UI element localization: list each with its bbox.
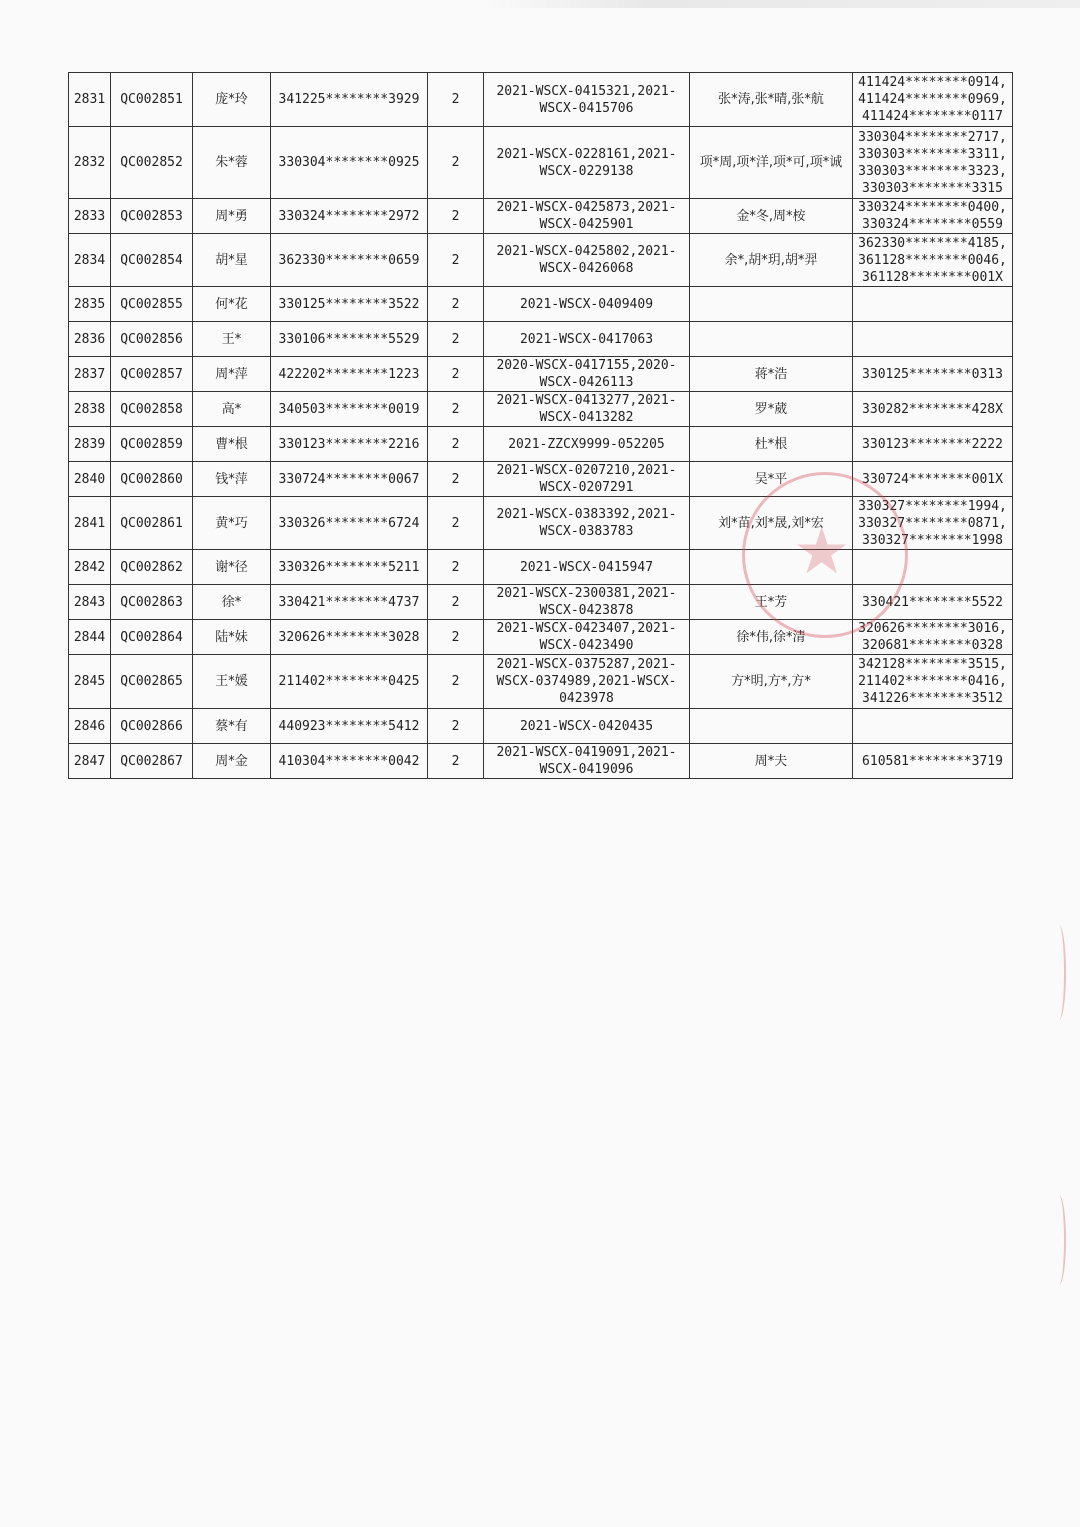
code-cell: QC002866 [111, 709, 193, 744]
count-cell: 2 [428, 462, 484, 497]
case-number-line: 2020-WSCX-0417155,2020- [496, 358, 677, 373]
case-number-line: 2021-WSCX-0383392,2021- [496, 507, 677, 522]
count-cell: 2 [428, 620, 484, 655]
name-cell: 周*萍 [193, 357, 271, 392]
code-cell: QC002864 [111, 620, 193, 655]
name-cell: 陆*妹 [193, 620, 271, 655]
relative-id-line: 320681********0328 [862, 638, 1003, 653]
table-row [69, 620, 1013, 655]
relative-id-line: 610581********3719 [862, 753, 1003, 769]
relatives-cell: 罗*葳 [690, 392, 853, 427]
case-number-line: 2021-WSCX-0423407,2021- [496, 621, 677, 636]
count-cell: 2 [428, 199, 484, 234]
case-number-line: WSCX-0423878 [539, 603, 634, 618]
relative-id-line: 330724********001X [862, 471, 1003, 487]
id-cell: 211402********0425 [271, 655, 428, 709]
seq-cell: 2834 [69, 234, 111, 287]
table-row [69, 550, 1013, 585]
relative-id-line: 330327********0871, [858, 515, 1007, 531]
relative-id-line: 330324********0400, [858, 200, 1007, 215]
relative-ids-cell [853, 357, 1013, 392]
case-numbers-cell [484, 744, 690, 779]
relative-ids-cell [853, 709, 1013, 744]
case-number-line: WSCX-0374989,2021-WSCX- [496, 674, 677, 689]
name-cell: 何*花 [193, 287, 271, 322]
case-numbers-cell [484, 655, 690, 709]
code-cell: QC002851 [111, 73, 193, 127]
id-cell: 330326********6724 [271, 497, 428, 550]
count-cell: 2 [428, 427, 484, 462]
relatives-cell [690, 322, 853, 357]
case-number-line: WSCX-0419096 [539, 762, 634, 777]
case-numbers-cell [484, 287, 690, 322]
seq-cell: 2839 [69, 427, 111, 462]
seq-cell: 2831 [69, 73, 111, 127]
relative-ids-cell [853, 392, 1013, 427]
code-cell: QC002863 [111, 585, 193, 620]
seal-edge-mark [1052, 925, 1066, 1020]
case-numbers-cell [484, 462, 690, 497]
seq-cell: 2847 [69, 744, 111, 779]
case-numbers-cell [484, 427, 690, 462]
relative-id-line: 330327********1994, [858, 498, 1007, 514]
relatives-cell [690, 709, 853, 744]
count-cell: 2 [428, 744, 484, 779]
count-cell: 2 [428, 357, 484, 392]
name-cell: 蔡*有 [193, 709, 271, 744]
table-row [69, 585, 1013, 620]
relatives-cell: 蒋*浩 [690, 357, 853, 392]
id-cell: 341225********3929 [271, 73, 428, 127]
name-cell: 曹*根 [193, 427, 271, 462]
case-number-line: 2021-WSCX-0425802,2021- [496, 244, 677, 259]
seq-cell: 2846 [69, 709, 111, 744]
name-cell: 高* [193, 392, 271, 427]
seal-edge-mark [1052, 1195, 1066, 1285]
relative-id-line: 330123********2222 [862, 436, 1003, 452]
count-cell: 2 [428, 287, 484, 322]
code-cell: QC002854 [111, 234, 193, 287]
seq-cell: 2833 [69, 199, 111, 234]
scan-edge [0, 0, 1080, 8]
case-numbers-cell [484, 550, 690, 585]
case-number-line: 2021-WSCX-0415947 [519, 559, 654, 575]
seq-cell: 2835 [69, 287, 111, 322]
relatives-cell: 刘*苗,刘*晟,刘*宏 [690, 497, 853, 550]
case-numbers-cell [484, 392, 690, 427]
case-numbers-cell [484, 127, 690, 199]
relative-id-line: 330304********2717, [858, 129, 1007, 145]
count-cell: 2 [428, 550, 484, 585]
count-cell: 2 [428, 709, 484, 744]
relatives-cell: 张*涛,张*晴,张*航 [690, 73, 853, 127]
case-number-line: WSCX-0426113 [539, 375, 634, 390]
relative-ids-cell [853, 199, 1013, 234]
case-numbers-cell [484, 73, 690, 127]
id-cell: 330125********3522 [271, 287, 428, 322]
name-cell: 徐* [193, 585, 271, 620]
relative-ids-cell [853, 744, 1013, 779]
case-numbers-cell [484, 199, 690, 234]
table-row [69, 199, 1013, 234]
code-cell: QC002862 [111, 550, 193, 585]
id-cell: 330724********0067 [271, 462, 428, 497]
relative-id-line: 411424********0969, [858, 92, 1007, 107]
relatives-cell: 杜*根 [690, 427, 853, 462]
case-numbers-cell [484, 497, 690, 550]
relative-id-line: 211402********0416, [858, 674, 1007, 689]
relative-ids-cell [853, 497, 1013, 550]
case-number-line: WSCX-0425901 [539, 217, 634, 232]
relatives-cell: 吴*平 [690, 462, 853, 497]
table-row [69, 73, 1013, 127]
case-number-line: 2021-WSCX-0413277,2021- [496, 393, 677, 408]
code-cell: QC002860 [111, 462, 193, 497]
case-number-line: 2021-WSCX-0409409 [519, 296, 654, 312]
name-cell: 庞*玲 [193, 73, 271, 127]
case-numbers-cell [484, 234, 690, 287]
relative-id-line: 330327********1998 [862, 532, 1003, 548]
seq-cell: 2844 [69, 620, 111, 655]
relative-id-line: 330303********3323, [858, 163, 1007, 179]
relative-ids-cell [853, 234, 1013, 287]
code-cell: QC002861 [111, 497, 193, 550]
code-cell: QC002865 [111, 655, 193, 709]
relative-ids-cell [853, 287, 1013, 322]
seq-cell: 2843 [69, 585, 111, 620]
id-cell: 340503********0019 [271, 392, 428, 427]
case-number-line: WSCX-0413282 [539, 410, 634, 425]
relatives-cell: 徐*伟,徐*清 [690, 620, 853, 655]
relative-ids-cell [853, 585, 1013, 620]
seq-cell: 2836 [69, 322, 111, 357]
name-cell: 黄*巧 [193, 497, 271, 550]
relatives-cell: 方*明,方*,方* [690, 655, 853, 709]
case-number-line: 2021-WSCX-0420435 [519, 718, 654, 734]
count-cell: 2 [428, 497, 484, 550]
relatives-cell [690, 287, 853, 322]
count-cell: 2 [428, 585, 484, 620]
id-cell: 362330********0659 [271, 234, 428, 287]
case-number-line: 2021-WSCX-0415321,2021- [496, 83, 677, 99]
name-cell: 谢*径 [193, 550, 271, 585]
relative-id-line: 330324********0559 [862, 217, 1003, 232]
seal-star-icon: ★ [793, 515, 851, 589]
case-number-line: WSCX-0383783 [539, 524, 634, 539]
seq-cell: 2838 [69, 392, 111, 427]
case-numbers-cell [484, 357, 690, 392]
relative-ids-cell [853, 322, 1013, 357]
case-number-line: 2021-WSCX-0207210,2021- [496, 463, 677, 478]
relative-ids-cell [853, 462, 1013, 497]
name-cell: 钱*萍 [193, 462, 271, 497]
id-cell: 440923********5412 [271, 709, 428, 744]
case-numbers-cell [484, 709, 690, 744]
relative-id-line: 341226********3512 [862, 691, 1003, 706]
code-cell: QC002853 [111, 199, 193, 234]
case-number-line: 0423978 [559, 691, 614, 706]
relatives-cell: 王*芳 [690, 585, 853, 620]
table-row [69, 709, 1013, 744]
code-cell: QC002858 [111, 392, 193, 427]
count-cell: 2 [428, 127, 484, 199]
code-cell: QC002859 [111, 427, 193, 462]
case-number-line: WSCX-0229138 [539, 163, 634, 179]
table-row [69, 322, 1013, 357]
case-number-line: 2021-WSCX-0425873,2021- [496, 200, 677, 215]
table-row [69, 357, 1013, 392]
id-cell: 330304********0925 [271, 127, 428, 199]
seq-cell: 2832 [69, 127, 111, 199]
relatives-cell [690, 550, 853, 585]
relative-id-line: 330125********0313 [862, 366, 1003, 382]
case-number-line: WSCX-0423490 [539, 638, 634, 653]
code-cell: QC002852 [111, 127, 193, 199]
seq-cell: 2842 [69, 550, 111, 585]
case-number-line: WSCX-0415706 [539, 100, 634, 116]
relative-ids-cell [853, 620, 1013, 655]
records-table [68, 72, 1013, 779]
code-cell: QC002855 [111, 287, 193, 322]
case-number-line: WSCX-0426068 [539, 261, 634, 276]
table-row [69, 427, 1013, 462]
seq-cell: 2840 [69, 462, 111, 497]
id-cell: 422202********1223 [271, 357, 428, 392]
id-cell: 330324********2972 [271, 199, 428, 234]
name-cell: 王*媛 [193, 655, 271, 709]
id-cell: 330421********4737 [271, 585, 428, 620]
name-cell: 王* [193, 322, 271, 357]
code-cell: QC002857 [111, 357, 193, 392]
relative-id-line: 330303********3311, [858, 146, 1007, 162]
relative-id-line: 362330********4185, [858, 235, 1007, 251]
table-row [69, 234, 1013, 287]
seq-cell: 2845 [69, 655, 111, 709]
id-cell: 320626********3028 [271, 620, 428, 655]
relative-id-line: 411424********0914, [858, 75, 1007, 90]
relative-id-line: 342128********3515, [858, 657, 1007, 672]
relative-id-line: 330282********428X [862, 401, 1003, 417]
id-cell: 330106********5529 [271, 322, 428, 357]
relatives-cell: 金*冬,周*桉 [690, 199, 853, 234]
relatives-cell: 余*,胡*玥,胡*羿 [690, 234, 853, 287]
name-cell: 周*勇 [193, 199, 271, 234]
name-cell: 胡*星 [193, 234, 271, 287]
relative-id-line: 320626********3016, [858, 621, 1007, 636]
table-row [69, 744, 1013, 779]
relative-ids-cell [853, 73, 1013, 127]
relative-id-line: 411424********0117 [862, 109, 1003, 124]
relative-id-line: 330303********3315 [862, 180, 1003, 196]
table-row [69, 392, 1013, 427]
id-cell: 330123********2216 [271, 427, 428, 462]
relative-ids-cell [853, 550, 1013, 585]
count-cell: 2 [428, 73, 484, 127]
relative-id-line: 361128********0046, [858, 252, 1007, 268]
relatives-cell: 项*周,项*洋,项*可,项*诚 [690, 127, 853, 199]
relatives-cell: 周*夫 [690, 744, 853, 779]
count-cell: 2 [428, 392, 484, 427]
case-number-line: 2021-ZZCX9999-052205 [508, 436, 665, 452]
seq-cell: 2837 [69, 357, 111, 392]
case-numbers-cell [484, 620, 690, 655]
id-cell: 410304********0042 [271, 744, 428, 779]
relative-ids-cell [853, 127, 1013, 199]
id-cell: 330326********5211 [271, 550, 428, 585]
case-numbers-cell [484, 322, 690, 357]
count-cell: 2 [428, 322, 484, 357]
relative-ids-cell [853, 427, 1013, 462]
table-row [69, 655, 1013, 709]
seq-cell: 2841 [69, 497, 111, 550]
relative-ids-cell [853, 655, 1013, 709]
case-number-line: 2021-WSCX-2300381,2021- [496, 586, 677, 601]
relative-id-line: 330421********5522 [862, 594, 1003, 610]
case-number-line: 2021-WSCX-0419091,2021- [496, 745, 677, 760]
code-cell: QC002856 [111, 322, 193, 357]
count-cell: 2 [428, 655, 484, 709]
code-cell: QC002867 [111, 744, 193, 779]
table-row [69, 287, 1013, 322]
name-cell: 周*金 [193, 744, 271, 779]
case-number-line: 2021-WSCX-0228161,2021- [496, 146, 677, 162]
relative-id-line: 361128********001X [862, 269, 1003, 285]
case-number-line: 2021-WSCX-0417063 [519, 331, 654, 347]
count-cell: 2 [428, 234, 484, 287]
case-numbers-cell [484, 585, 690, 620]
table-row [69, 462, 1013, 497]
name-cell: 朱*蓉 [193, 127, 271, 199]
table-row [69, 497, 1013, 550]
case-number-line: 2021-WSCX-0375287,2021- [496, 657, 677, 672]
case-number-line: WSCX-0207291 [539, 480, 634, 495]
table-row [69, 127, 1013, 199]
